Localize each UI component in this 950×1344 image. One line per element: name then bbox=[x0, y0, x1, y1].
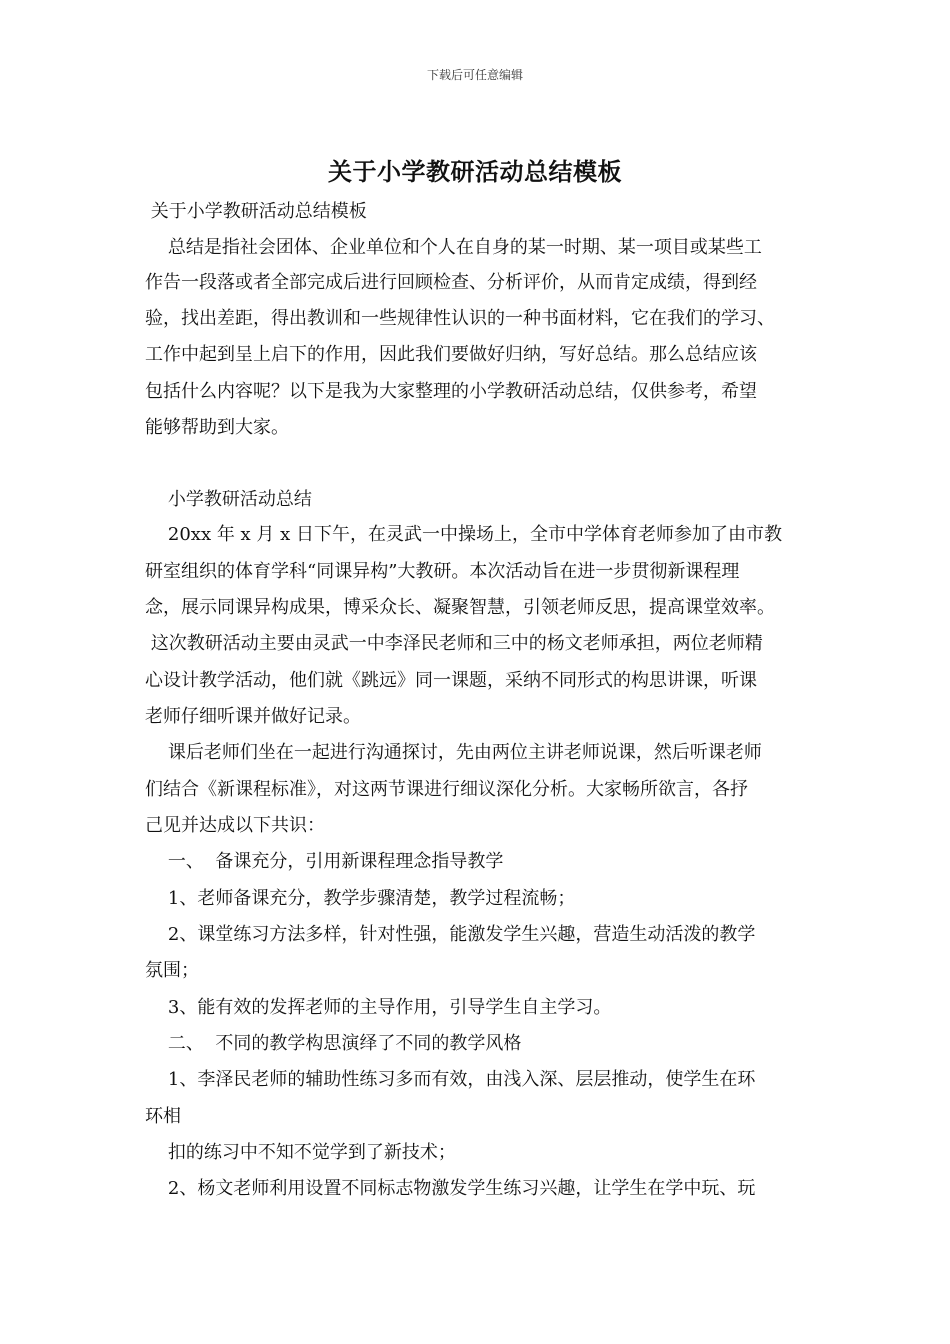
list-item: 1、老师备课充分，教学步骤清楚，教学过程流畅； bbox=[145, 888, 576, 909]
paragraph-line: 包括什么内容呢？以下是我为大家整理的小学教研活动总结，仅供参考，希望 bbox=[145, 381, 757, 402]
paragraph-line: 20xx 年 x 月 x 日下午，在灵武一中操场上，全市中学体育老师参加了由市教 bbox=[145, 524, 783, 545]
paragraph-line: 己见并达成以下共识： bbox=[145, 815, 325, 836]
list-heading: 一、 备课充分，引用新课程理念指导教学 bbox=[145, 851, 504, 872]
paragraph-line: 研室组织的体育学科“同课异构”大教研。本次活动旨在进一步贯彻新课程理 bbox=[145, 561, 740, 582]
section-heading: 小学教研活动总结 bbox=[145, 489, 312, 510]
list-item: 3、能有效的发挥老师的主导作用，引导学生自主学习。 bbox=[145, 997, 612, 1018]
paragraph-line: 总结是指社会团体、企业单位和个人在自身的某一时期、某一项目或某些工 bbox=[145, 237, 762, 258]
paragraph-line: 们结合《新课程标准》，对这两节课进行细议深化分析。大家畅所欲言，各抒 bbox=[145, 779, 748, 800]
list-item: 扣的练习中不知不觉学到了新技术； bbox=[145, 1142, 456, 1163]
paragraph-line: 课后老师们坐在一起进行沟通探讨，先由两位主讲老师说课，然后听课老师 bbox=[145, 742, 762, 763]
document-title: 关于小学教研活动总结模板 bbox=[328, 157, 622, 186]
paragraph-line: 心设计教学活动，他们就《跳远》同一课题，采纳不同形式的构思讲课，听课 bbox=[145, 670, 757, 691]
paragraph-line: 老师仔细听课并做好记录。 bbox=[145, 706, 361, 727]
paragraph-line: 能够帮助到大家。 bbox=[145, 417, 289, 438]
list-heading: 二、 不同的教学构思演绎了不同的教学风格 bbox=[145, 1033, 522, 1054]
paragraph-line: 念，展示同课异构成果，博采众长、凝聚智慧，引领老师反思，提高课堂效率。 bbox=[145, 597, 775, 618]
paragraph-line: 这次教研活动主要由灵武一中李泽民老师和三中的杨文老师承担，两位老师精 bbox=[145, 633, 763, 654]
list-item: 1、李泽民老师的辅助性练习多而有效，由浅入深、层层推动，使学生在环 bbox=[145, 1069, 756, 1090]
header-note: 下载后可任意编辑 bbox=[426, 68, 523, 82]
paragraph-line: 工作中起到呈上启下的作用，因此我们要做好归纳，写好总结。那么总结应该 bbox=[145, 344, 757, 365]
list-item: 2、杨文老师利用设置不同标志物激发学生练习兴趣，让学生在学中玩、玩 bbox=[145, 1178, 756, 1199]
list-item: 2、课堂练习方法多样，针对性强，能激发学生兴趣，营造生动活泼的教学 bbox=[145, 924, 756, 945]
paragraph-line: 验，找出差距，得出教训和一些规律性认识的一种书面材料，它在我们的学习、 bbox=[145, 308, 775, 329]
list-item: 环相 bbox=[145, 1106, 181, 1127]
subtitle-line: 关于小学教研活动总结模板 bbox=[145, 201, 367, 222]
list-item: 氛围； bbox=[145, 960, 199, 981]
paragraph-line: 作告一段落或者全部完成后进行回顾检查、分析评价，从而肯定成绩，得到经 bbox=[145, 272, 757, 293]
